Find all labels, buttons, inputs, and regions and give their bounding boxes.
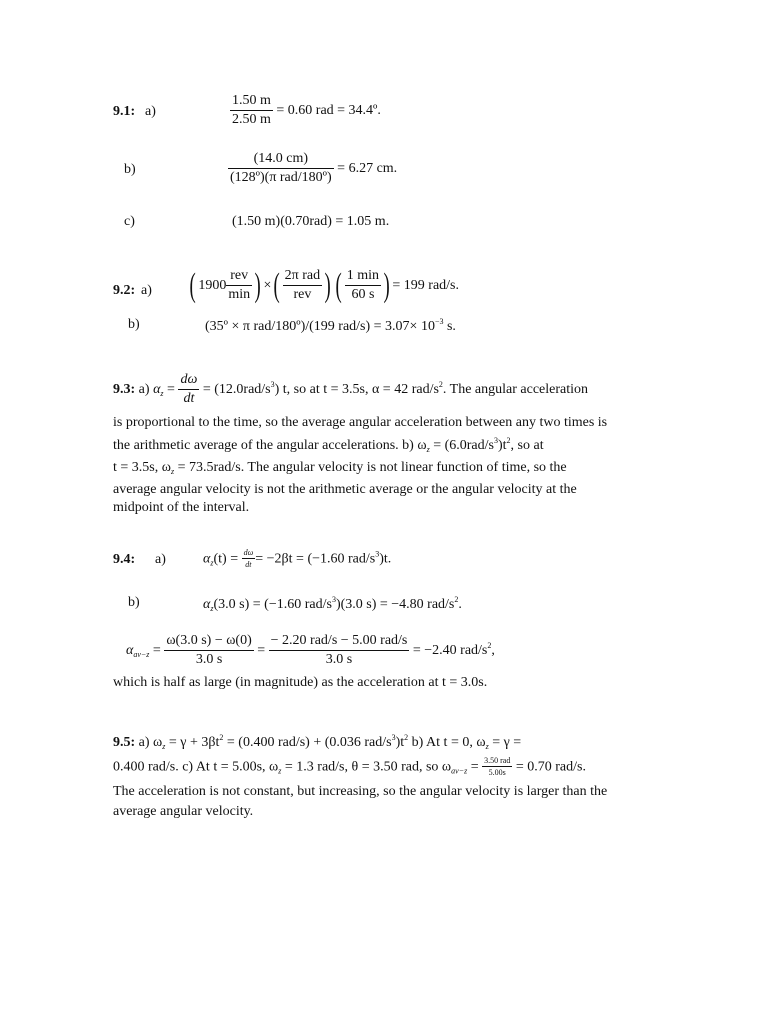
equals-sign: =: [467, 759, 483, 775]
text: = (6.0rad/s: [429, 438, 494, 453]
subscript: z: [426, 445, 430, 454]
subscript: av−z: [451, 766, 468, 776]
equation-9-1-b: [228, 152, 397, 185]
part-a-label: a): [155, 552, 166, 567]
text: , so at: [510, 438, 544, 453]
text: . The angular acceleration: [442, 381, 589, 397]
fraction-numerator: (14.0 cm): [228, 152, 334, 169]
equation-9-1-c: (1.50 m)(0.70rad) = 1.05 m.: [232, 214, 390, 229]
exponent: 2: [438, 379, 443, 389]
part-a-label: a): [141, 283, 152, 298]
fraction-numerator: rev: [226, 269, 252, 286]
fraction-numerator: dω: [242, 549, 256, 559]
fraction-numerator: 2π rad: [283, 269, 322, 286]
text-line: The acceleration is not constant, but increasing, so the angular velocity is larger than the: [113, 783, 608, 799]
part-b-label: b): [128, 595, 140, 610]
fraction-denominator: 3.0 s: [195, 651, 223, 667]
alpha-symbol: α: [203, 551, 211, 567]
fraction-numerator: 3.50 rad: [482, 757, 512, 767]
exponent: 3: [391, 733, 396, 742]
problem-9-4-text: which is half as large (in magnitude) as the acceleration at t = 3.0s.: [113, 675, 488, 690]
times-sign: ×: [263, 278, 272, 294]
text: (t) =: [213, 551, 242, 567]
text: = γ =: [488, 735, 522, 750]
text: 0.400 rad/s. c) At t = 5.00s, ω: [113, 759, 279, 775]
text: )(3.0 s) = −4.80 rad/s: [335, 597, 455, 612]
fraction-denominator: rev: [293, 287, 312, 302]
exponent: 2: [506, 436, 511, 445]
fraction-numerator: dω: [178, 373, 199, 390]
subscript: z: [162, 742, 166, 751]
alpha-symbol: α: [126, 642, 134, 658]
equation-rhs: = 6.27 cm.: [337, 160, 398, 176]
fraction-numerator: 1 min: [345, 269, 381, 286]
text: )t: [395, 735, 405, 750]
subscript: z: [170, 467, 175, 476]
text-line: midpoint of the interval.: [113, 500, 250, 515]
exponent: −3: [434, 317, 444, 326]
unit: s.: [446, 319, 456, 334]
text: = 73.5rad/s. The angular velocity is not linear function of time, so the: [174, 460, 567, 475]
problem-9-4-label: 9.4:: [113, 552, 136, 567]
equation-9-2-a: ( 1900 $\frac{\text{rev}}{\min}$ ) ×( $\frac{\text{2π rad}}{\text{rev}}$ ) ( $\frac{1 \min}{60 s}$ ) = 199 rad/s.: [189, 267, 459, 304]
text: = γ + 3βt: [165, 735, 220, 750]
text-line: [113, 757, 653, 782]
exponent: 3: [331, 595, 336, 604]
text-line: average angular velocity.: [113, 803, 254, 819]
equation-rhs: = 0.60 rad = 34.4º.: [276, 102, 381, 118]
equation-expr: (35º × π rad/180º)/(199 rad/s) = 3.07× 10: [205, 319, 435, 334]
fraction-denominator: 5.00s: [488, 768, 506, 778]
exponent: 2: [487, 640, 492, 650]
part-a-label: a): [138, 381, 150, 397]
text-line: is proportional to the time, so the average angular acceleration between any two times is: [113, 415, 608, 430]
text: .: [458, 597, 462, 612]
text: t = 3.5s, ω: [113, 460, 171, 475]
subscript: z: [278, 766, 282, 776]
fraction-denominator: 60 s: [351, 287, 375, 302]
text: (3.0 s) = (−1.60 rad/s: [213, 597, 332, 612]
problem-9-3-first-line: [113, 373, 588, 406]
part-b-label: b): [124, 162, 136, 177]
subscript: av−z: [133, 649, 150, 659]
fraction-numerator: − 2.20 rad/s − 5.00 rad/s: [269, 634, 410, 651]
fraction-denominator: dt: [245, 560, 252, 570]
exponent: 3: [375, 549, 380, 559]
subscript: z: [210, 558, 214, 568]
value: 1900: [198, 278, 227, 294]
text: b) At t = 0, ω: [408, 735, 486, 750]
exponent: 2: [404, 733, 409, 742]
fraction-denominator: dt: [183, 390, 195, 406]
text: ,: [491, 642, 495, 658]
text: the arithmetic average of the angular accelerations. b) ω: [113, 438, 427, 453]
equation-rhs: = (12.0rad/s: [202, 381, 271, 397]
exponent: 2: [454, 595, 459, 604]
part-a-label: a): [145, 104, 156, 119]
text: = 1.3 rad/s, θ = 3.50 rad, so ω: [281, 759, 452, 775]
equation-9-4-b: [203, 596, 462, 613]
problem-9-1-label: 9.1:: [113, 104, 136, 119]
text-line: [113, 432, 653, 459]
equals-sign: =: [149, 642, 165, 658]
text-line: [113, 459, 653, 481]
text: )t: [497, 438, 507, 453]
problem-9-2-label: 9.2:: [113, 283, 136, 298]
equals-sign: =: [167, 381, 175, 397]
problem-9-3-text: [113, 414, 653, 517]
alpha-symbol: α: [203, 597, 211, 612]
equation-9-4-a: [203, 549, 391, 570]
subscript: z: [210, 604, 214, 613]
equation-rhs: ) t, so at t = 3.5s, α = 42 rad/s: [274, 381, 439, 397]
equation-9-2-b: [205, 318, 456, 334]
text: = (0.400 rad/s) + (0.036 rad/s: [223, 735, 392, 750]
text-line: [113, 728, 653, 757]
fraction-denominator: 2.50 m: [232, 111, 271, 127]
part-b-label: b): [128, 317, 140, 332]
text: = 0.70 rad/s.: [512, 759, 586, 775]
fraction-numerator: ω(3.0 s) − ω(0): [164, 634, 253, 651]
text-line: average angular velocity is not the arithmetic average or the angular velocity at the: [113, 482, 577, 497]
equation-9-4-c: [126, 634, 495, 667]
exponent: 3: [270, 379, 275, 389]
fraction-numerator: 1.50 m: [230, 94, 273, 111]
fraction-denominator: min: [228, 287, 251, 302]
text: )t.: [379, 551, 392, 567]
exponent: 3: [493, 436, 498, 445]
problem-9-3-label: 9.3:: [113, 381, 136, 397]
equation-rhs: = −2.40 rad/s: [409, 642, 488, 658]
alpha-symbol: α: [153, 381, 161, 397]
equation-rhs: = 199 rad/s.: [392, 278, 459, 294]
subscript: z: [160, 388, 164, 398]
problem-9-5-text: [113, 728, 653, 822]
equation-rhs: = −2βt = (−1.60 rad/s: [255, 551, 376, 567]
equation-9-1-a: [230, 94, 381, 127]
part-c-label: c): [124, 214, 135, 229]
problem-9-5-label: 9.5:: [113, 735, 136, 750]
exponent: 2: [219, 733, 224, 742]
equals-sign: =: [253, 642, 269, 658]
fraction-denominator: (128º)(π rad/180º): [230, 169, 332, 185]
fraction-denominator: 3.0 s: [325, 651, 353, 667]
subscript: z: [485, 742, 489, 751]
text: a) ω: [135, 735, 163, 750]
